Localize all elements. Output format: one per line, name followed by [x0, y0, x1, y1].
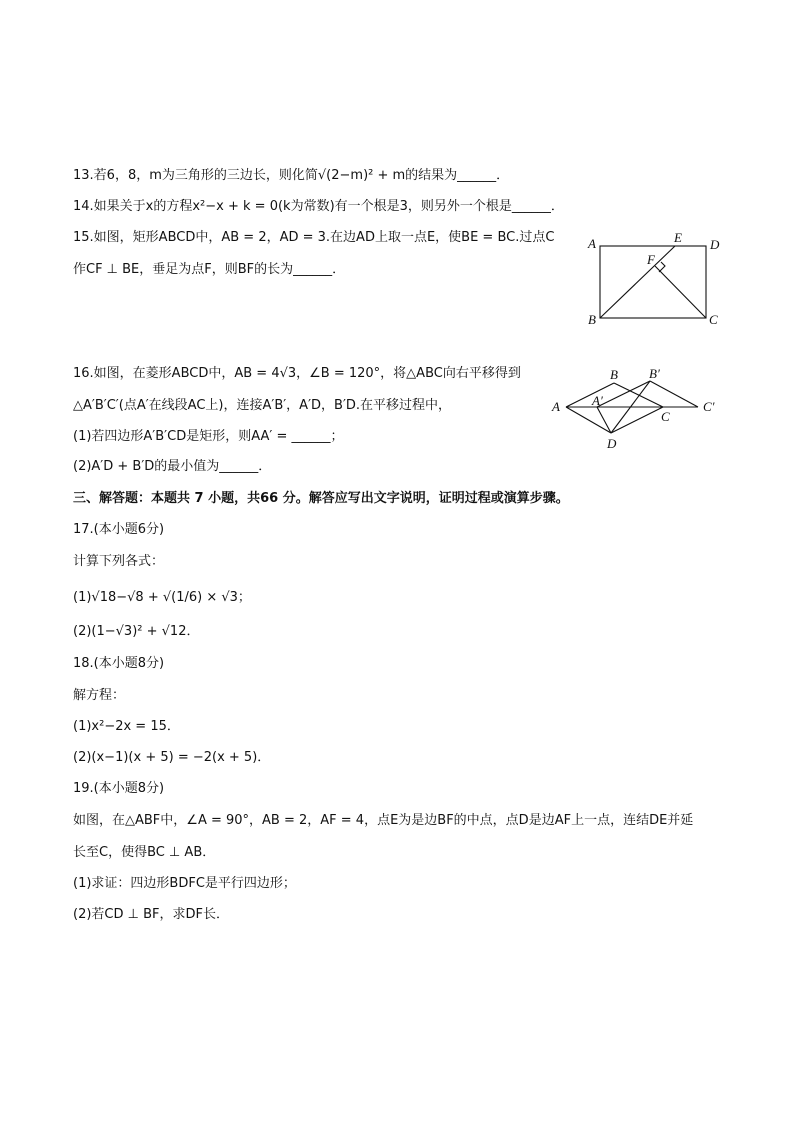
label-a: A — [588, 236, 596, 251]
segment-b-prime-c-prime — [650, 381, 698, 407]
question-14: 14.如果关于x的方程x²−x + k = 0(k为常数)有一个根是3，则另外一个根是______． — [73, 199, 564, 214]
segment-cf — [655, 266, 706, 318]
question-19-part1: (1)求证：四边形BDFC是平行四边形； — [73, 876, 296, 891]
label-c: C — [661, 409, 670, 424]
segment-be — [600, 246, 675, 318]
label-e: E — [674, 230, 682, 245]
segment-a-prime-b-prime — [597, 381, 650, 407]
segment-dc — [611, 407, 663, 433]
question-18-part2: (2)(x−1)(x + 5) = −2(x + 5)． — [73, 750, 271, 765]
question-17-prompt: 计算下列各式： — [73, 554, 165, 569]
label-b: B — [588, 312, 596, 327]
label-a: A — [552, 399, 560, 414]
question-15-line1: 15.如图，矩形ABCD中，AB = 2，AD = 3.在边AD上取一点E，使BE = BC.过点C — [73, 230, 555, 245]
question-19-title: 19.(本小题8分) — [73, 781, 165, 796]
label-a-prime: A′ — [592, 393, 603, 408]
question-18-prompt: 解方程： — [73, 688, 126, 703]
label-b: B — [610, 367, 618, 382]
section-3-heading: 三、解答题：本题共 7 小题，共66 分。解答应写出文字说明，证明过程或演算步骤。 — [73, 491, 569, 506]
figure-rectangle-abcd — [585, 228, 735, 328]
question-19-part2: (2)若CD ⊥ BF，求DF长． — [73, 907, 229, 922]
question-19-line2: 长至C，使得BC ⊥ AB． — [73, 845, 216, 860]
label-d: D — [710, 237, 720, 252]
label-c-prime: C′ — [703, 399, 715, 414]
question-13: 13.若6，8，m为三角形的三边长，则化简√(2−m)² + m的结果为______． — [73, 168, 510, 183]
question-17-part1: (1)√18−√8 + √(1/6) × √3； — [73, 590, 251, 605]
question-19-line1: 如图，在△ABF中，∠A = 90°，AB = 2，AF = 4，点E为是边BF的中点，点D是边AF上一点，连结DE并延 — [73, 813, 694, 828]
question-16-part2: (2)A′D + B′D的最小值为______． — [73, 459, 272, 474]
label-d: D — [607, 436, 617, 451]
question-16-part1: (1)若四边形A′B′CD是矩形，则AA′ = ______； — [73, 429, 344, 444]
right-angle-mark — [659, 262, 665, 272]
question-18-part1: (1)x²−2x = 15． — [73, 719, 180, 734]
question-17-part2: (2)(1−√3)² + √12． — [73, 624, 200, 639]
figure-rhombus-translation — [548, 365, 728, 455]
segment-ab — [566, 383, 614, 407]
label-c: C — [709, 312, 718, 327]
question-16-line2: △A′B′C′(点A′在线段AC上)，连接A′B′，A′D，B′D.在平移过程中， — [73, 398, 452, 413]
label-b-prime: B′ — [649, 366, 660, 381]
question-15-line2: 作CF ⊥ BE，垂足为点F，则BF的长为______． — [73, 262, 346, 277]
question-16-line1: 16.如图，在菱形ABCD中，AB = 4√3，∠B = 120°，将△ABC向右平移得到 — [73, 366, 521, 381]
label-f: F — [647, 252, 655, 267]
question-17-title: 17.(本小题6分) — [73, 522, 165, 537]
question-18-title: 18.(本小题8分) — [73, 656, 165, 671]
